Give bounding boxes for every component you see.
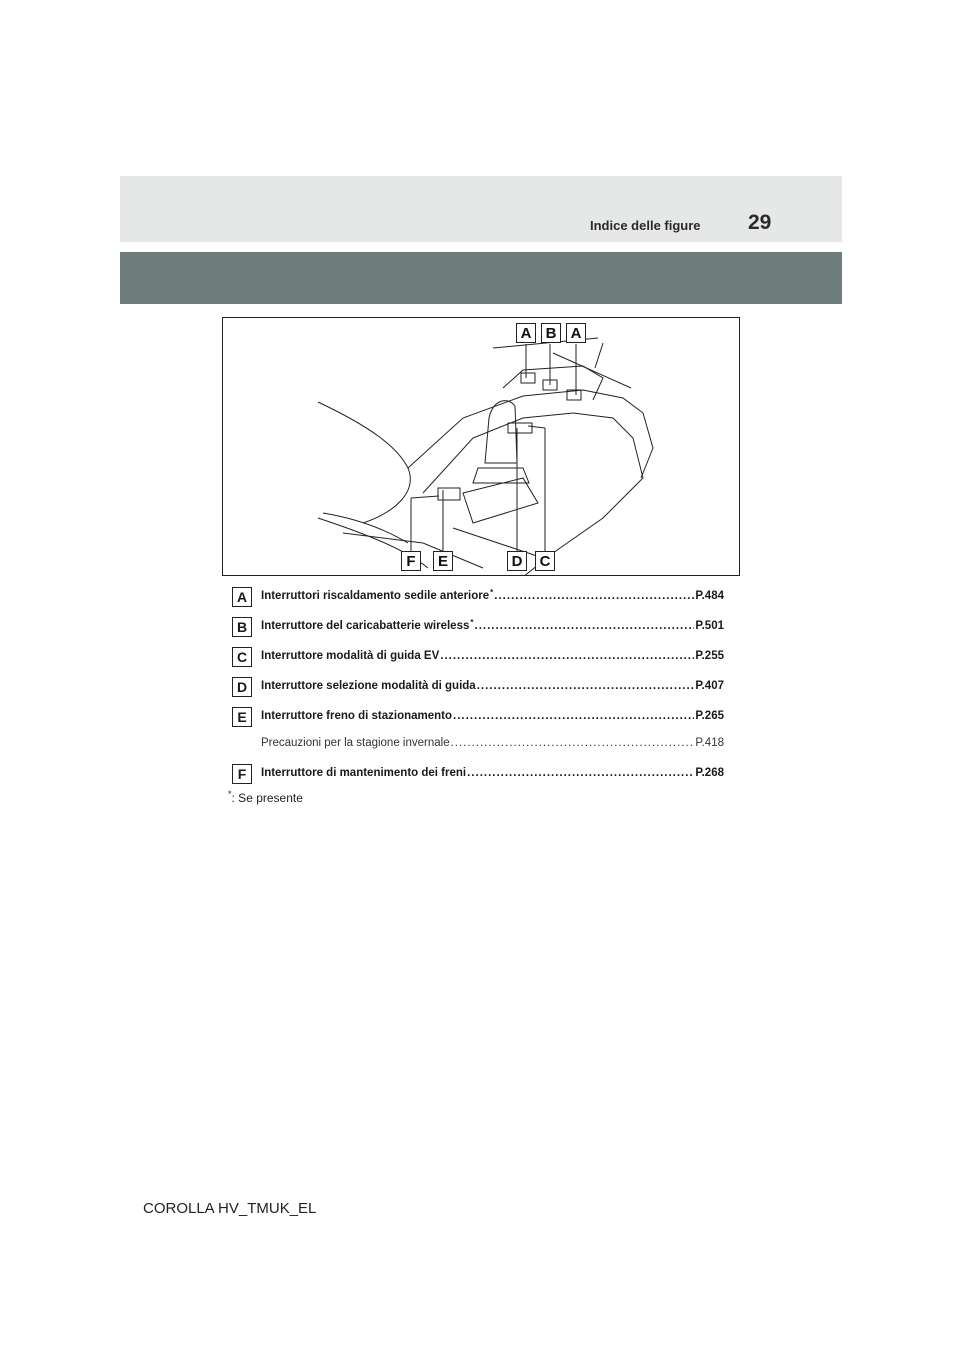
callout-f: F: [401, 551, 421, 571]
console-illustration: [222, 317, 740, 576]
entry-page-ref[interactable]: P.501: [695, 620, 724, 632]
entry-page-ref[interactable]: P.407: [695, 680, 724, 692]
callout-a-right: A: [566, 323, 586, 343]
list-item: [232, 587, 724, 607]
list-letter: A: [232, 587, 252, 607]
entry-line[interactable]: [261, 710, 724, 722]
entry-asterisk: *: [470, 618, 474, 627]
entry-label: Interruttore di mantenimento dei freni: [261, 767, 467, 779]
entry-page-ref[interactable]: P.268: [695, 767, 724, 779]
console-line-drawing: [223, 318, 740, 576]
callout-a-left: A: [516, 323, 536, 343]
sub-entry-page-ref[interactable]: P.418: [695, 737, 724, 749]
callout-c: C: [535, 551, 555, 571]
entry-label: Interruttore selezione modalità di guida: [261, 680, 476, 692]
entry-line[interactable]: [261, 650, 724, 662]
section-divider-bar: [120, 252, 842, 304]
entry-page-ref[interactable]: P.484: [695, 590, 724, 602]
dot-leader: [475, 620, 695, 632]
entry-label: Interruttore modalità di guida EV: [261, 650, 440, 662]
list-letter: D: [232, 677, 252, 697]
list-letter: B: [232, 617, 252, 637]
entry-line[interactable]: [261, 590, 724, 602]
entry-page-ref[interactable]: P.265: [695, 710, 724, 722]
entry-page-ref[interactable]: P.255: [695, 650, 724, 662]
list-item: [232, 617, 724, 637]
dot-leader: [467, 767, 694, 779]
list-item: [232, 764, 724, 784]
list-letter: C: [232, 647, 252, 667]
list-letter: F: [232, 764, 252, 784]
sub-entry-line[interactable]: [261, 737, 724, 749]
section-title: Indice delle figure: [590, 218, 701, 233]
dot-leader: [451, 737, 695, 749]
sub-entry-label: Precauzioni per la stagione invernale: [261, 737, 450, 749]
callout-b: B: [541, 323, 561, 343]
entry-label: Interruttore del caricabatterie wireless: [261, 620, 470, 632]
callout-d: D: [507, 551, 527, 571]
page-number: 29: [748, 211, 772, 234]
entry-asterisk: *: [490, 588, 494, 597]
footer-model-code: COROLLA HV_TMUK_EL: [143, 1200, 317, 1217]
callout-e: E: [433, 551, 453, 571]
entry-label: Interruttore freno di stazionamento: [261, 710, 453, 722]
list-item: [232, 647, 724, 667]
list-letter: E: [232, 707, 252, 727]
entry-line[interactable]: [261, 620, 724, 632]
dot-leader: [453, 710, 694, 722]
dot-leader: [494, 590, 694, 602]
dot-leader: [477, 680, 695, 692]
list-item: [232, 707, 724, 727]
list-item: [232, 677, 724, 697]
footnote: [228, 789, 303, 805]
footnote-mark: *: [228, 789, 232, 799]
header-band: [120, 176, 842, 242]
entry-label: Interruttori riscaldamento sedile anteriore: [261, 590, 490, 602]
entry-line[interactable]: [261, 680, 724, 692]
dot-leader: [440, 650, 694, 662]
footnote-text: : Se presente: [231, 791, 303, 805]
entry-line[interactable]: [261, 767, 724, 779]
